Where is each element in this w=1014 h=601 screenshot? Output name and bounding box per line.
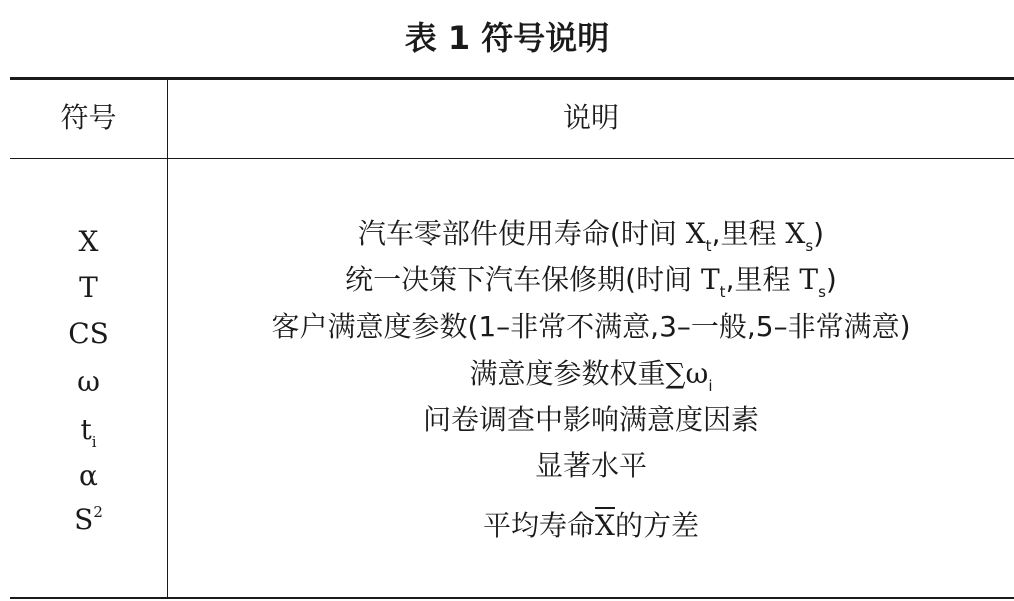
desc-variable: T xyxy=(799,263,819,296)
desc-text: 问卷调查中影响满意度因素 xyxy=(422,403,759,436)
desc-variable: T xyxy=(700,263,720,296)
desc-subscript: s xyxy=(805,237,814,255)
desc-subscript: i xyxy=(708,377,713,395)
table-caption: 表 1 符号说明 xyxy=(404,19,610,57)
desc-text: 统一决策下汽车保修期(时间 xyxy=(345,263,701,296)
desc-service-life xyxy=(168,212,1014,256)
desc-text: 满意度参数权重 xyxy=(469,357,666,390)
desc-text: ,里程 xyxy=(711,217,786,250)
symbol-base: S xyxy=(74,503,94,536)
desc-subscript: s xyxy=(818,283,826,301)
table-header-rule xyxy=(10,158,1014,159)
header-description: 说明 xyxy=(562,101,619,134)
desc-variable: X xyxy=(785,217,806,250)
symbol-base: T xyxy=(79,271,98,304)
symbol-base: α xyxy=(79,459,98,492)
desc-text: 客户满意度参数(1–非常不满意,3–一般,5–非常满意) xyxy=(271,310,911,343)
desc-text: 平均寿命 xyxy=(483,509,596,542)
symbol-cs xyxy=(10,314,167,354)
symbol-subscript: i xyxy=(91,433,97,451)
desc-text: ,里程 xyxy=(725,263,800,296)
desc-factors xyxy=(168,398,1014,442)
symbol-t-i xyxy=(10,410,167,450)
desc-text: 汽车零部件使用寿命(时间 xyxy=(357,217,686,250)
symbol-t xyxy=(10,268,167,308)
symbol-superscript: 2 xyxy=(93,503,103,521)
header-symbol: 符号 xyxy=(60,101,117,134)
symbol-s-squared xyxy=(10,500,167,540)
table-top-rule xyxy=(10,77,1014,80)
desc-weight xyxy=(168,352,1014,396)
desc-text: 显著水平 xyxy=(534,449,647,482)
symbol-omega xyxy=(10,362,167,402)
sum-symbol: ∑ xyxy=(665,357,686,390)
desc-text: ) xyxy=(813,217,825,250)
desc-text: 的方差 xyxy=(614,509,699,542)
desc-variable: X xyxy=(685,217,706,250)
desc-variable: ω xyxy=(685,357,709,390)
desc-subscript: t xyxy=(705,237,712,255)
symbol-base: X xyxy=(78,225,99,258)
symbol-base: ω xyxy=(77,365,100,398)
table-bottom-rule xyxy=(10,597,1014,599)
desc-variance xyxy=(168,504,1014,548)
desc-significance xyxy=(168,444,1014,488)
symbol-base: t xyxy=(80,413,92,446)
symbol-base: CS xyxy=(68,317,109,350)
desc-warranty xyxy=(168,258,1014,302)
symbol-alpha xyxy=(10,456,167,496)
desc-satisfaction xyxy=(168,305,1014,349)
desc-subscript: t xyxy=(719,283,726,301)
desc-text: ) xyxy=(825,263,837,296)
symbol-x xyxy=(10,222,167,262)
desc-variable: $\overline{X}$ xyxy=(595,509,615,542)
